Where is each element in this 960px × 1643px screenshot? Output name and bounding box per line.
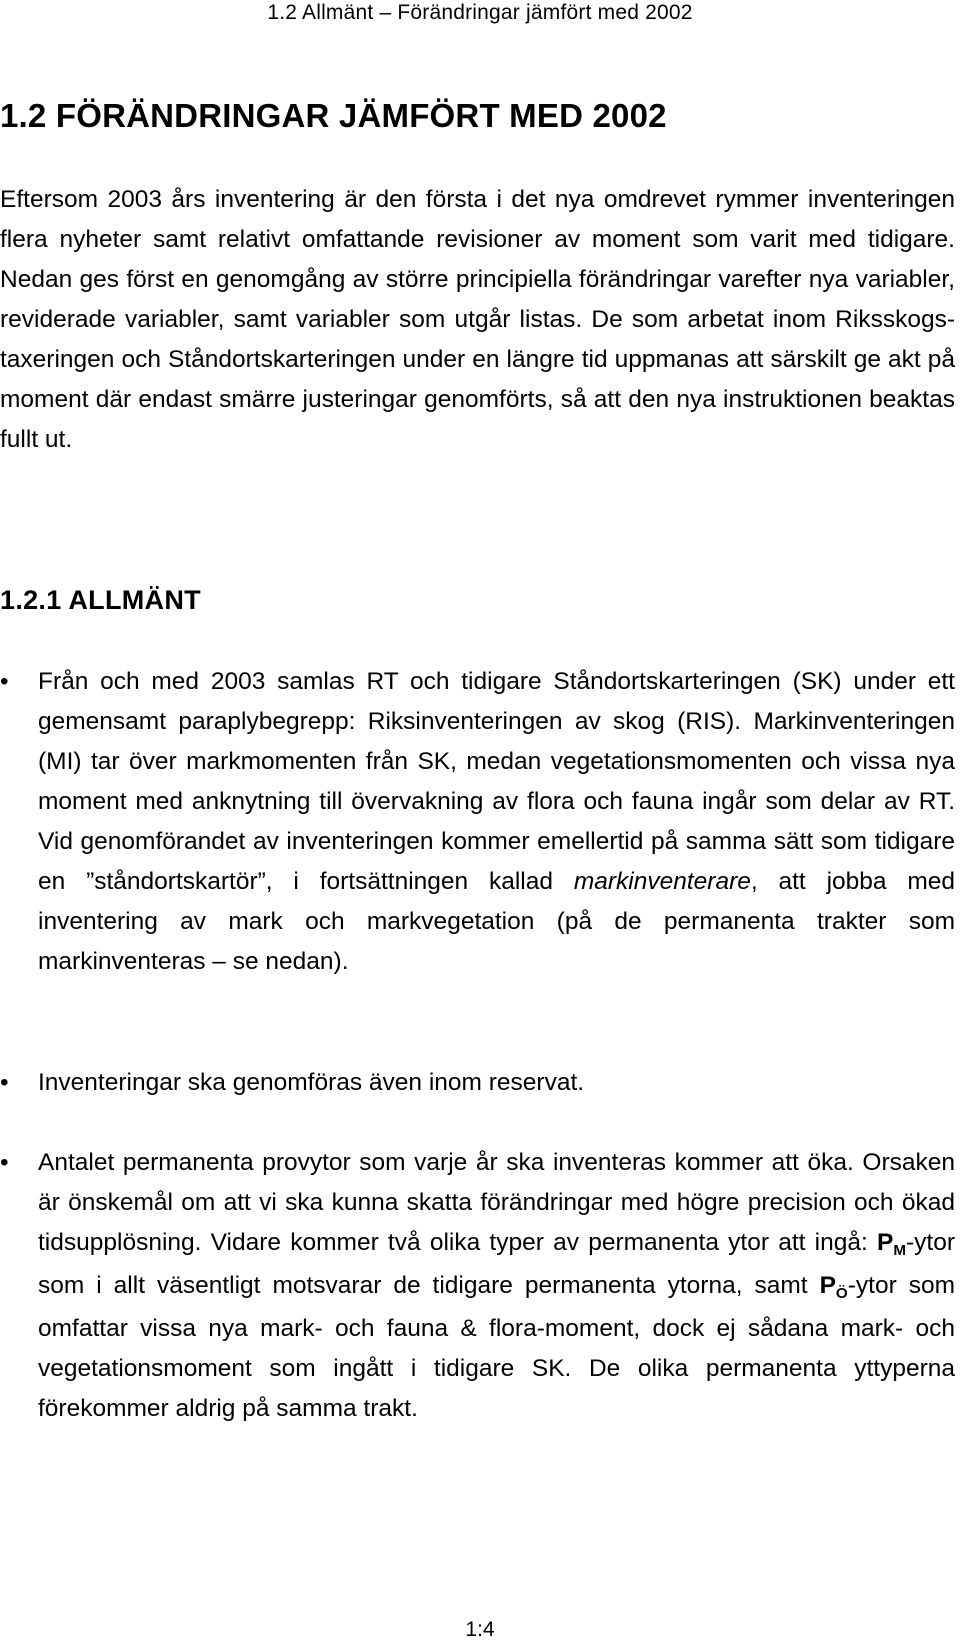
italic-term: markinventerare [573, 868, 751, 895]
list-item [0, 1143, 955, 1429]
section-title: 1.2 FÖRÄNDRINGAR JÄMFÖRT MED 2002 [0, 97, 667, 134]
subsection-title: 1.2.1 ALLMÄNT [0, 585, 201, 615]
plot-type-subscript: M [893, 1241, 906, 1259]
list-item-text-part: , att jobba med inventering av mark och markvegetation (på de permanenta trakter som markinventeras – se nedan). [38, 868, 955, 975]
list-item-text: Inventeringar ska genomföras även inom reservat. [38, 1069, 585, 1096]
list-item [0, 662, 955, 982]
bullet-icon: • [0, 1149, 9, 1176]
plot-type-letter: P [877, 1229, 894, 1256]
plot-type-pm [877, 1229, 906, 1259]
running-header: 1.2 Allmänt – Förändringar jämfört med 2002 [267, 1, 693, 24]
plot-type-subscript: Ö [835, 1284, 848, 1302]
list-item-text [38, 662, 955, 982]
intro-paragraph: Eftersom 2003 års inventering är den första i det nya omdrevet rymmer inventeringen flera nyheter samt relativt omfattande revisioner av moment som varit med tidigare. Nedan ges först en genomgång av större principiella förändringar varefter nya variabler, reviderade variabler, samt variabler som utgår listas. De som arbetat inom Riksskogstaxeringen och Ståndortskarteringen under en längre tid uppmanas att särskilt ge akt på moment där endast smärre justeringar genomförts, så att den nya instruktionen beaktas fullt ut. [0, 186, 955, 453]
list-item-text-part: -ytor som omfattar vissa nya mark- och fauna & flora-moment, dock ej sådana mark- och vegetationsmoment som ingått i tidigare SK. De olika permanenta yttyperna förekommer aldrig på samma trakt. [38, 1272, 955, 1422]
plot-type-letter: P [819, 1272, 836, 1299]
bullet-icon: • [0, 1069, 9, 1096]
list-item-text-part: -ytor som i allt väsentligt motsvarar de tidigare permanenta ytorna, samt [38, 1229, 955, 1299]
list-item-text [38, 1143, 955, 1429]
list-item-text-part: Antalet permanenta provytor som varje år ska inventeras kommer att öka. Orsaken är önskemål om att vi ska kunna skatta förändringar med högre precision och ökad tidsupplösning. Vidare kommer två olika typer av permanenta ytor att ingå: [38, 1149, 955, 1256]
plot-type-po [819, 1272, 848, 1302]
page-number: 1:4 [465, 1618, 495, 1641]
bullet-icon: • [0, 668, 9, 695]
list-item [0, 1063, 955, 1103]
list-item-text-part: Från och med 2003 samlas RT och tidigare Ståndortskarteringen (SK) under ett gemensamt paraplybegrepp: Riksinventeringen av skog (RIS). Markinventeringen (MI) tar över markmomenten från SK, medan vegetationsmomenten och vissa nya moment med anknytning till övervakning av flora och fauna ingår som delar av RT. Vid genomförandet av inventeringen kommer emellertid på samma sätt som tidigare en ”ståndortskartör”, i fortsättningen kallad [38, 668, 955, 895]
